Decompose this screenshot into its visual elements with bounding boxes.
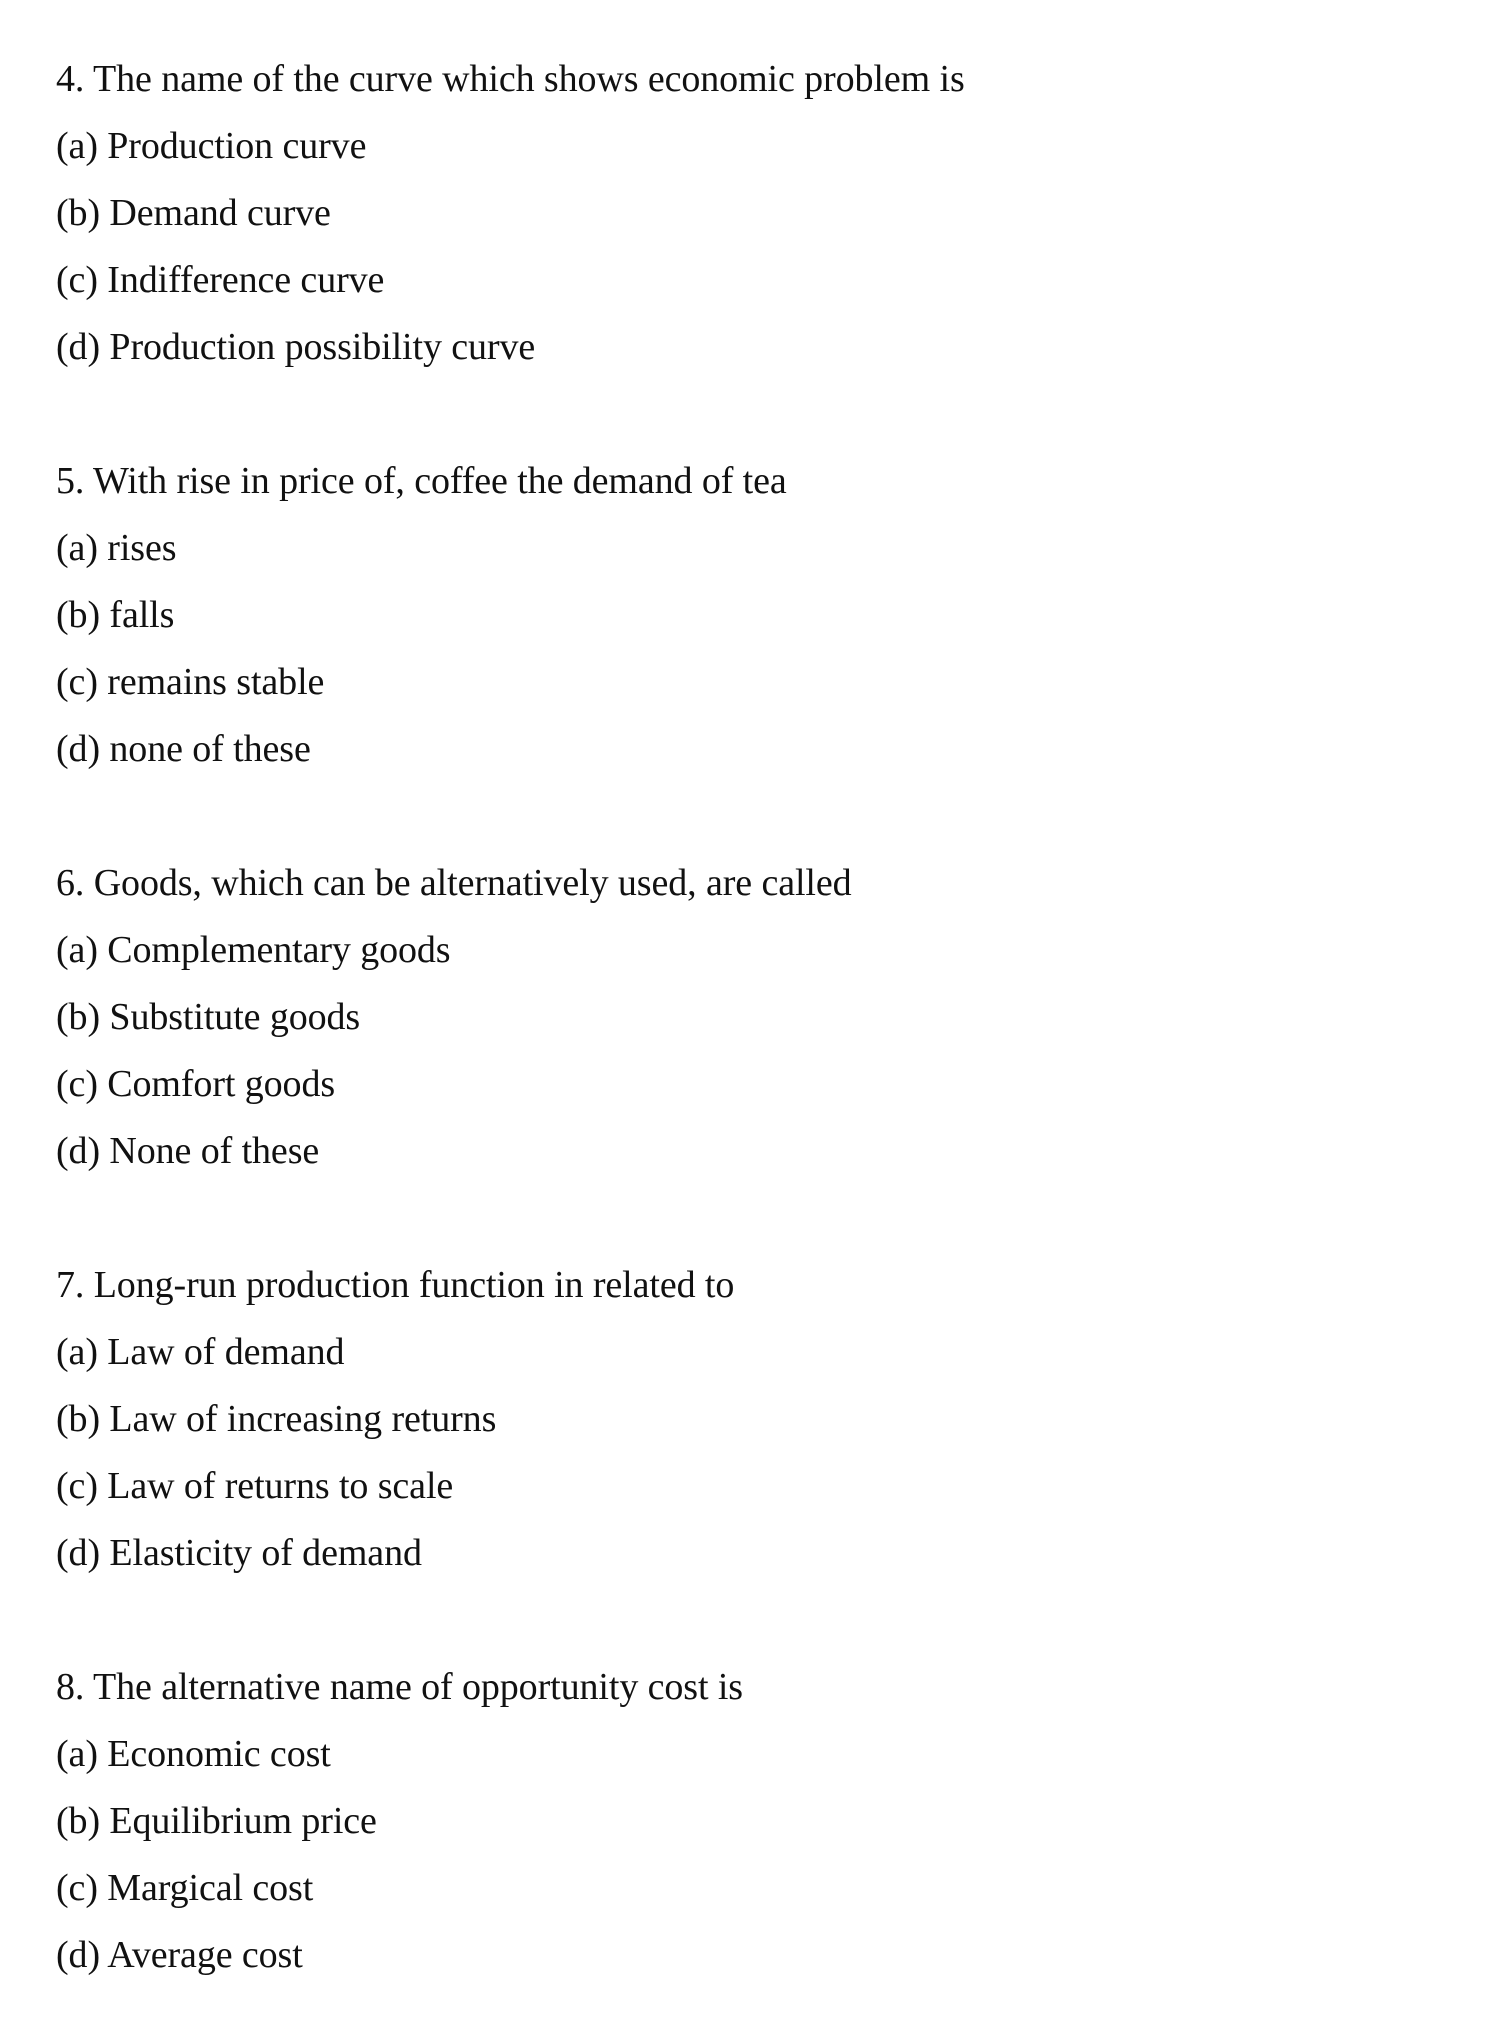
option-c: (c) Law of returns to scale [56, 1465, 454, 1507]
option-b: (b) Substitute goods [56, 996, 361, 1038]
question-4 [56, 46, 1456, 381]
option-a: (a) Law of demand [56, 1331, 345, 1373]
question-7 [56, 1252, 1456, 1587]
option-d: (d) None of these [56, 1130, 320, 1172]
option-a: (a) rises [56, 527, 177, 569]
option-d: (d) Elasticity of demand [56, 1532, 422, 1574]
option-a: (a) Complementary goods [56, 929, 451, 971]
option-c: (c) remains stable [56, 661, 325, 703]
option-c: (c) Comfort goods [56, 1063, 336, 1105]
option-b: (b) Law of increasing returns [56, 1398, 497, 1440]
question-text: 6. Goods, which can be alternatively used, are called [56, 862, 852, 904]
question-text: 4. The name of the curve which shows economic problem is [56, 58, 965, 100]
option-d: (d) Production possibility curve [56, 326, 536, 368]
question-text: 7. Long-run production function in related to [56, 1264, 735, 1306]
option-b: (b) Demand curve [56, 192, 331, 234]
question-text: 5. With rise in price of, coffee the demand of tea [56, 460, 787, 502]
option-d: (d) none of these [56, 728, 311, 770]
question-5 [56, 448, 1456, 783]
question-8 [56, 1654, 1456, 1989]
question-6 [56, 850, 1456, 1185]
question-text: 8. The alternative name of opportunity cost is [56, 1666, 743, 1708]
option-c: (c) Indifference curve [56, 259, 385, 301]
option-a: (a) Economic cost [56, 1733, 331, 1775]
option-c: (c) Margical cost [56, 1867, 314, 1909]
option-a: (a) Production curve [56, 125, 367, 167]
option-b: (b) Equilibrium price [56, 1800, 377, 1842]
option-d: (d) Average cost [56, 1934, 303, 1976]
option-b: (b) falls [56, 594, 175, 636]
